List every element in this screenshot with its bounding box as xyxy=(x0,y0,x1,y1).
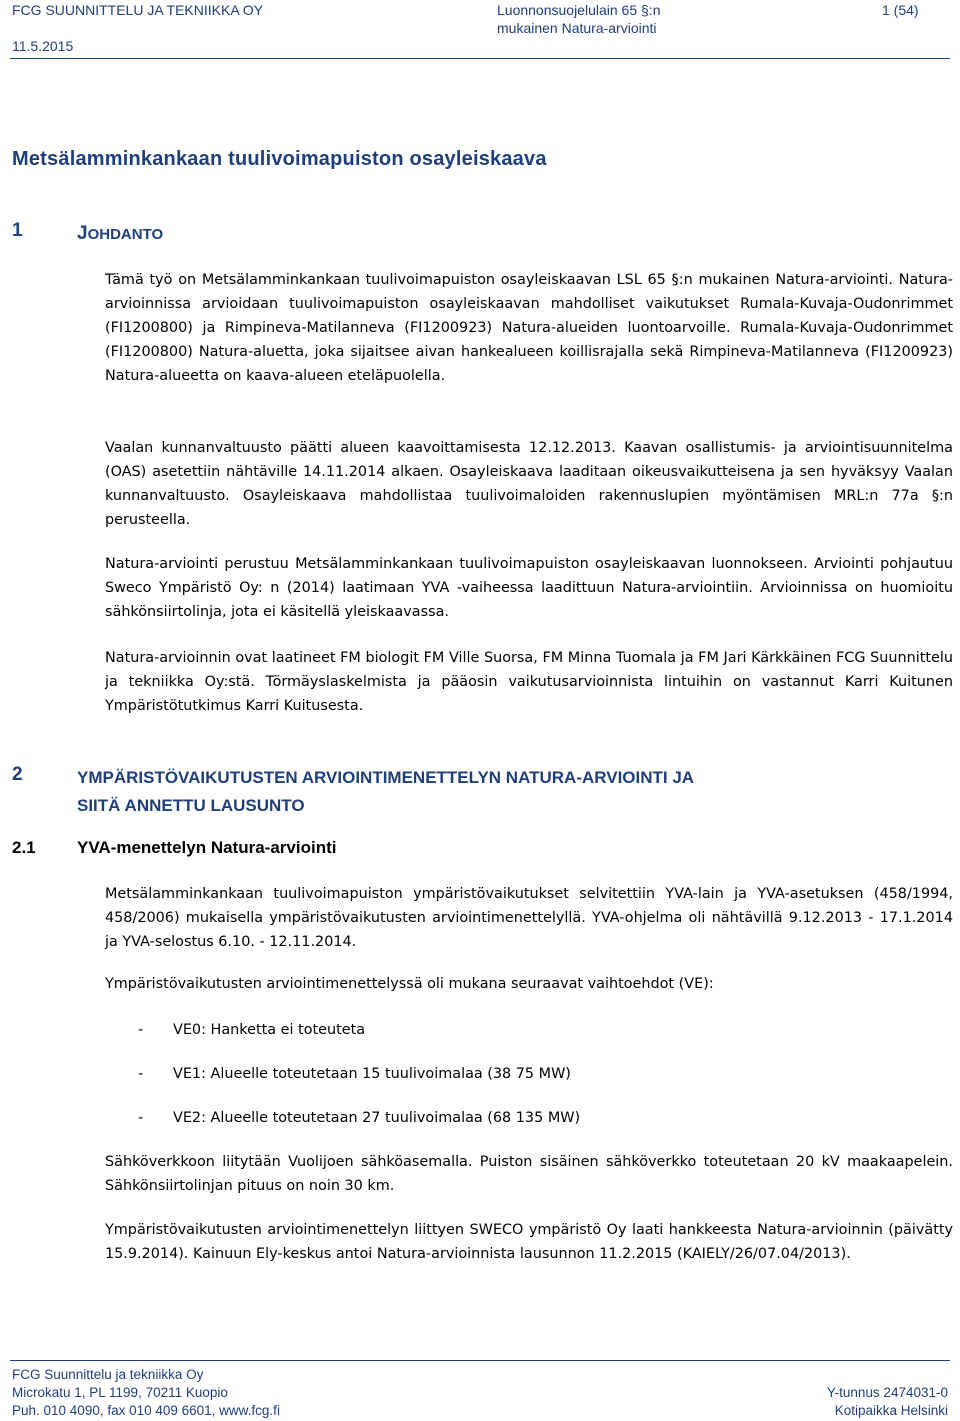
section-1-title-rest: OHDANTO xyxy=(87,226,164,243)
footer-address: Microkatu 1, PL 1199, 70211 Kuopio xyxy=(12,1385,228,1400)
header-date: 11.5.2015 xyxy=(12,38,74,54)
header-company: FCG SUUNNITTELU JA TEKNIIKKA OY xyxy=(12,2,264,18)
header-doc-type-line2: mukainen Natura-arviointi xyxy=(497,20,657,36)
section-2-title xyxy=(77,764,927,820)
section-2-1-paragraph-3: Sähköverkkoon liitytään Vuolijoen sähköasemalla. Puiston sisäinen sähköverkko toteutetaan 20 kV maakaapelein. Sähkönsiirtolinjan pituus on noin 30 km. xyxy=(105,1154,953,1194)
list-item-text: VE0: Hanketta ei toteuteta xyxy=(173,1022,366,1038)
section-2-1-number: 2.1 xyxy=(12,838,36,857)
section-2-1-paragraph-2: Ympäristövaikutusten arviointimenettelyssä oli mukana seuraavat vaihtoehdot (VE): xyxy=(105,976,714,992)
section-1-number: 1 xyxy=(12,220,23,241)
footer-business-id: Y-tunnus 2474031-0 xyxy=(826,1385,948,1400)
footer-domicile: Kotipaikka Helsinki xyxy=(834,1403,948,1418)
list-dash: - xyxy=(138,1110,144,1126)
section-1-paragraph-1: Tämä työ on Metsälamminkankaan tuulivoimapuiston osayleiskaavan LSL 65 §:n mukainen Natura-arviointi. Natura-arvioinnissa arvioidaan tuulivoimapuiston osayleiskaavan mahdolliset vaikutukset Rumala-Kuvaja-Oudonrimmet (FI1200800) ja Rimpineva-Matilanneva (FI1200923) Natura-alueiden luontoarvoille. Rumala-Kuvaja-Oudonrimmet (FI1200800) Natura-aluetta, joka sijaitsee aivan hankealueen koillisrajalla sekä Rimpineva-Matilanneva (FI1200923) Natura-alueetta on kaava-alueen eteläpuolella. xyxy=(105,272,953,384)
header-doc-type-line1: Luonnonsuojelulain 65 §:n xyxy=(497,2,661,18)
page-footer xyxy=(0,1360,960,1421)
section-1-title-initial: J xyxy=(77,223,88,244)
section-1-paragraph-2: Vaalan kunnanvaltuusto päätti alueen kaavoittamisesta 12.12.2013. Kaavan osallistumis- ja arviointisuunnitelma (OAS) asetettiin nähtäville 14.11.2014 alkaen. Osayleiskaava laaditaan oikeusvaikutteisena ja sen hyväksyy Vaalan kunnanvaltuusto. Osayleiskaava mahdollistaa tuulivoimaloiden rakennuslupien myöntämisen MRL:n 77a §:n perusteella. xyxy=(105,440,953,528)
header-page-number: 1 (54) xyxy=(882,2,919,18)
footer-divider xyxy=(10,1360,950,1361)
section-2-title-line2: SIITÄ ANNETTU LAUSUNTO xyxy=(77,796,305,815)
section-1-paragraph-4: Natura-arvioinnin ovat laatineet FM biologit FM Ville Suorsa, FM Minna Tuomala ja FM Jari Kärkkäinen FCG Suunnittelu ja tekniikka Oy:stä. Törmäyslaskelmista ja pääosin vaikutusarvioinnista lintuihin on vastannut Karri Kuitunen Ympäristötutkimus Karri Kuitusesta. xyxy=(105,650,953,714)
section-1-title xyxy=(77,220,927,249)
header-divider xyxy=(10,58,950,59)
list-item-text: VE2: Alueelle toteutetaan 27 tuulivoimalaa (68 135 MW) xyxy=(173,1110,581,1126)
list-item-text: VE1: Alueelle toteutetaan 15 tuulivoimalaa (38 75 MW) xyxy=(173,1066,571,1082)
page-header xyxy=(0,0,960,60)
section-2-1-title: YVA-menettelyn Natura-arviointi xyxy=(77,838,337,857)
footer-company: FCG Suunnittelu ja tekniikka Oy xyxy=(12,1367,204,1382)
section-2-number: 2 xyxy=(12,764,23,785)
footer-contact: Puh. 010 4090, fax 010 409 6601, www.fcg.fi xyxy=(12,1403,280,1418)
list-dash: - xyxy=(138,1022,144,1038)
document-title: Metsälamminkankaan tuulivoimapuiston osayleiskaava xyxy=(12,148,547,170)
list-dash: - xyxy=(138,1066,144,1082)
section-2-1-paragraph-1: Metsälamminkankaan tuulivoimapuiston ympäristövaikutukset selvitettiin YVA-lain ja YVA-asetuksen (458/1994, 458/2006) mukaisella ympäristövaikutusten arviointimenettelyllä. YVA-ohjelma oli nähtävillä 9.12.2013 - 17.1.2014 ja YVA-selostus 6.10. - 12.11.2014. xyxy=(105,886,953,950)
section-1-paragraph-3: Natura-arviointi perustuu Metsälamminkankaan tuulivoimapuiston osayleiskaavan luonnokseen. Arviointi pohjautuu Sweco Ympäristö Oy: n (2014) laatimaan YVA -vaiheessa laadittuun Natura-arviointiin. Arvioinnissa on huomioitu sähkönsiirtolinja, jota ei käsitellä yleiskaavassa. xyxy=(105,556,953,620)
section-2-1-paragraph-4: Ympäristövaikutusten arviointimenettelyn liittyen SWECO ympäristö Oy laati hankkeesta Natura-arvioinnin (päivätty 15.9.2014). Kainuun Ely-keskus antoi Natura-arvioinnista lausunnon 11.2.2015 (KAIELY/26/07.04/2013). xyxy=(105,1222,953,1262)
section-2-title-line1: YMPÄRISTÖVAIKUTUSTEN ARVIOINTIMENETTELYN NATURA-ARVIOINTI JA xyxy=(77,768,695,787)
